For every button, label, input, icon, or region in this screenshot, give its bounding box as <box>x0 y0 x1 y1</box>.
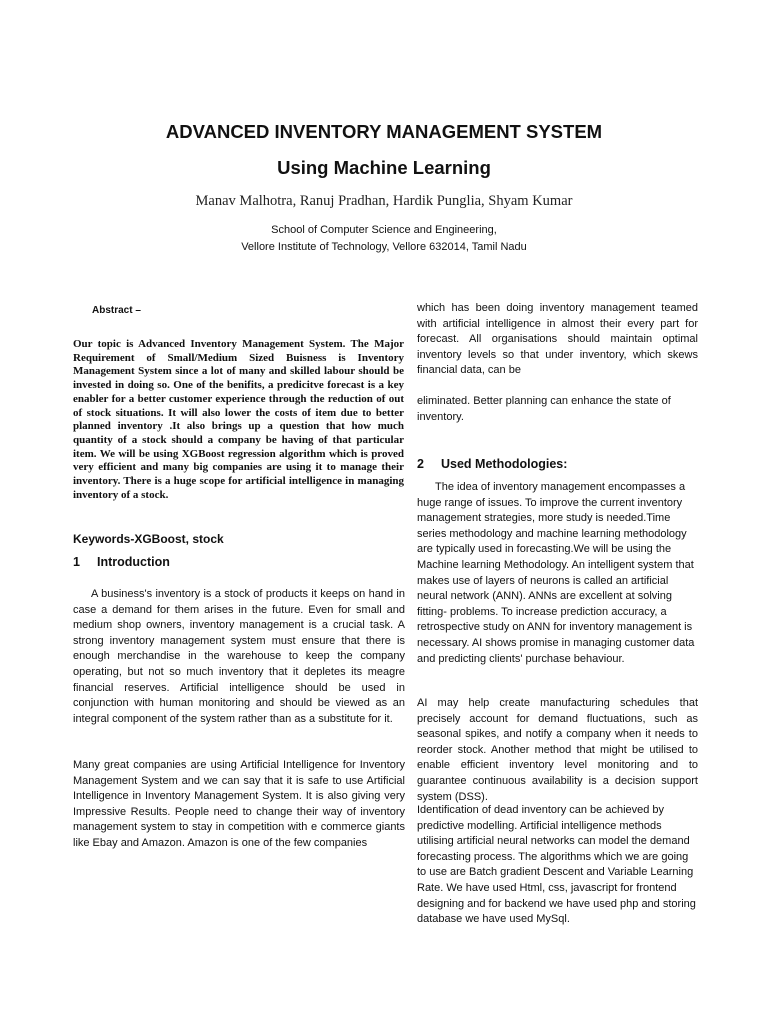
section-title: Introduction <box>97 555 170 569</box>
paper-title: ADVANCED INVENTORY MANAGEMENT SYSTEM <box>165 121 603 142</box>
section-number: 2 <box>417 457 424 471</box>
authors: Manav Malhotra, Ranuj Pradhan, Hardik Punglia, Shyam Kumar <box>195 193 573 209</box>
methodologies-paragraph-1: The idea of inventory management encompasses a huge range of issues. To improve the current inventory management strategies, more study is needed.Time series methodology and machine learning methodology are typically used in forecasting.We will be using the Machine learning Methodology. An intelligent system that makes use of layers of neurons is called an artificial neural network (ANN). ANNs are excellent at solving fitting- problems. To increase prediction accuracy, a retrospective study on ANN for inventory management is necessary. AI shows promise in managing customer data and predicting clients' purchase behaviour. <box>417 481 695 665</box>
methodologies-paragraph-3: Identification of dead inventory can be achieved by predictive modelling. Artificial intelligence methods utilising artificial neural networks can model the demand forecasting process. The algorithms which we are going to use are Batch gradient Descent and Variable Learning Rate. We have used Html, css, javascript for frontend designing and for backend we have used php and storing database we have used MySql. <box>417 804 696 926</box>
right-column-paragraph-1: which has been doing inventory management teamed with artificial intelligence in almost their every part for forecast. All organisations should maintain optimal inventory levels so that under inventory, which skews financial data, can be <box>417 302 698 377</box>
keywords: Keywords-XGBoost, stock <box>73 532 224 546</box>
introduction-paragraph-1: A business's inventory is a stock of products it keeps on hand in case a demand for them arises in the future. Even for small and medium shop owners, inventory management is a crucial task. A strong inventory management system must ensure that there is enough merchandise in the warehouse to keep the company operating, but not so much inventory that it depletes its meagre financial reserves. Artificial intelligence should be used in conjunction with human monitoring and should be viewed as an integral component of the system rather than as a substitute for it. <box>73 588 405 725</box>
abstract-body: Our topic is Advanced Inventory Management System. The Major Requirement of Small/Medium Sized Buisness is Inventory Management System since a lot of many and skilled labour should be invested in doing so. One of the benifits, a predicitve forecast is a key enabler for a better customer experience through the reduction of out of stock situations. It will also lower the costs of item due to better planned inventory .It also brings up a question that how much quantity of a stock should a company be having of that particular item. We will be using XGBoost regression algorithm which is proved very efficient and many big companies are using it to manage their inventory. There is a huge scope for artificial intelligence in managing inventory of a stock. <box>73 338 404 501</box>
section-heading-methodologies <box>417 457 567 471</box>
affiliation-line-2: Vellore Institute of Technology, Vellore 632014, Tamil Nadu <box>241 241 527 253</box>
methodologies-paragraph-2: AI may help create manufacturing schedules that precisely account for demand fluctuations, such as seasonal spikes, and notify a company when it needs to reorder stock. Another method that might be utilised to enable efficient inventory level monitoring and to guarantee continuous availability is a decision support system (DSS). <box>417 697 698 803</box>
introduction-paragraph-2: Many great companies are using Artificial Intelligence for Inventory Management System and we can say that it is safe to use Artificial Intelligence in Inventory Management System. It is also giving very Impressive Results. People need to change their way of inventory management system to stay in competition with e commerce giants like Ebay and Amazon. Amazon is one of the few companies <box>73 759 405 849</box>
section-heading-introduction <box>73 555 170 569</box>
section-title: Used Methodologies: <box>441 457 568 471</box>
affiliation-line-1: School of Computer Science and Engineering, <box>271 224 497 236</box>
abstract-label: Abstract – <box>92 305 141 316</box>
section-number: 1 <box>73 555 80 569</box>
right-column-paragraph-2: eliminated. Better planning can enhance the state of inventory. <box>417 395 671 423</box>
paper-subtitle: Using Machine Learning <box>277 157 491 178</box>
